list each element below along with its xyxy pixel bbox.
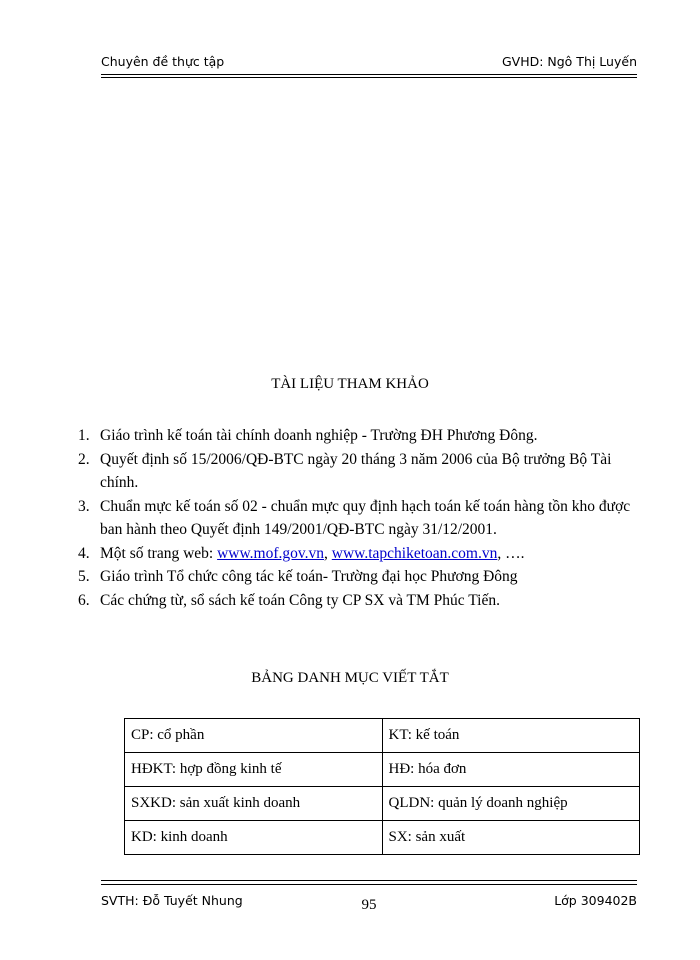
reference-text: Giáo trình Tổ chức công tác kế toán- Trường đại học Phương Đông — [100, 568, 518, 585]
reference-number: 6. — [78, 591, 90, 609]
reference-number: 3. — [78, 497, 90, 515]
page-number: 95 — [361, 897, 377, 913]
reference-item — [75, 448, 637, 495]
table-row — [125, 787, 640, 821]
header-divider — [101, 77, 637, 78]
page-header — [101, 52, 637, 75]
page-footer — [101, 893, 637, 913]
header-right-text: GVHD: Ngô Thị Luyến — [501, 54, 637, 69]
table-cell: QLDN: quản lý doanh nghiệp — [382, 787, 640, 821]
reference-text: Quyết định số 15/2006/QĐ-BTC ngày 20 tháng 3 năm 2006 của Bộ trưởng Bộ Tài chính. — [100, 450, 612, 491]
reference-number: 5. — [78, 568, 90, 585]
reference-number: 4. — [78, 544, 90, 562]
reference-text-suffix: , …. — [497, 544, 525, 562]
reference-text: Các chứng từ, sổ sách kế toán Công ty CP SX và TM Phúc Tiến. — [100, 591, 500, 609]
reference-text: Chuẩn mực kế toán số 02 - chuẩn mực quy định hạch toán kế toán hàng tồn kho được ban hành theo Quyết định 149/2001/QĐ-BTC ngày 31/12/2001. — [100, 497, 631, 538]
reference-item — [75, 589, 637, 613]
table-cell: KT: kế toán — [382, 719, 640, 753]
link-separator: , — [324, 544, 332, 562]
table-cell: HĐ: hóa đơn — [382, 753, 640, 787]
table-row — [125, 821, 640, 855]
abbreviations-title: BẢNG DANH MỤC VIẾT TẮT — [251, 670, 449, 686]
reference-number: 1. — [78, 427, 90, 444]
header-left-text: Chuyên đề thực tập — [101, 54, 225, 69]
table-cell: CP: cổ phần — [125, 719, 383, 753]
table-cell: KD: kinh doanh — [125, 821, 383, 855]
footer-left-text: SVTH: Đỗ Tuyết Nhung — [101, 893, 243, 908]
tapchiketoan-link[interactable]: www.tapchiketoan.com.vn — [331, 544, 498, 562]
reference-number: 2. — [78, 450, 90, 468]
references-title: TÀI LIỆU THAM KHẢO — [271, 376, 429, 392]
reference-text: Giáo trình kế toán tài chính doanh nghiệp - Trường ĐH Phương Đông. — [100, 427, 538, 444]
reference-item — [75, 542, 637, 566]
table-cell: HĐKT: hợp đồng kinh tế — [125, 753, 383, 787]
table-cell: SXKD: sản xuất kinh doanh — [125, 787, 383, 821]
table-row — [125, 719, 640, 753]
table-row — [125, 753, 640, 787]
table-cell: SX: sản xuất — [382, 821, 640, 855]
reference-text-prefix: Một số trang web: — [100, 544, 218, 562]
references-list — [75, 424, 637, 612]
reference-item — [75, 424, 637, 448]
reference-item — [75, 565, 637, 589]
footer-divider-secondary — [101, 884, 637, 885]
abbreviations-table — [124, 718, 640, 855]
footer-divider — [101, 880, 637, 881]
mof-link[interactable]: www.mof.gov.vn — [217, 544, 325, 562]
reference-item — [75, 495, 637, 542]
footer-right-text: Lớp 309402B — [554, 893, 637, 908]
